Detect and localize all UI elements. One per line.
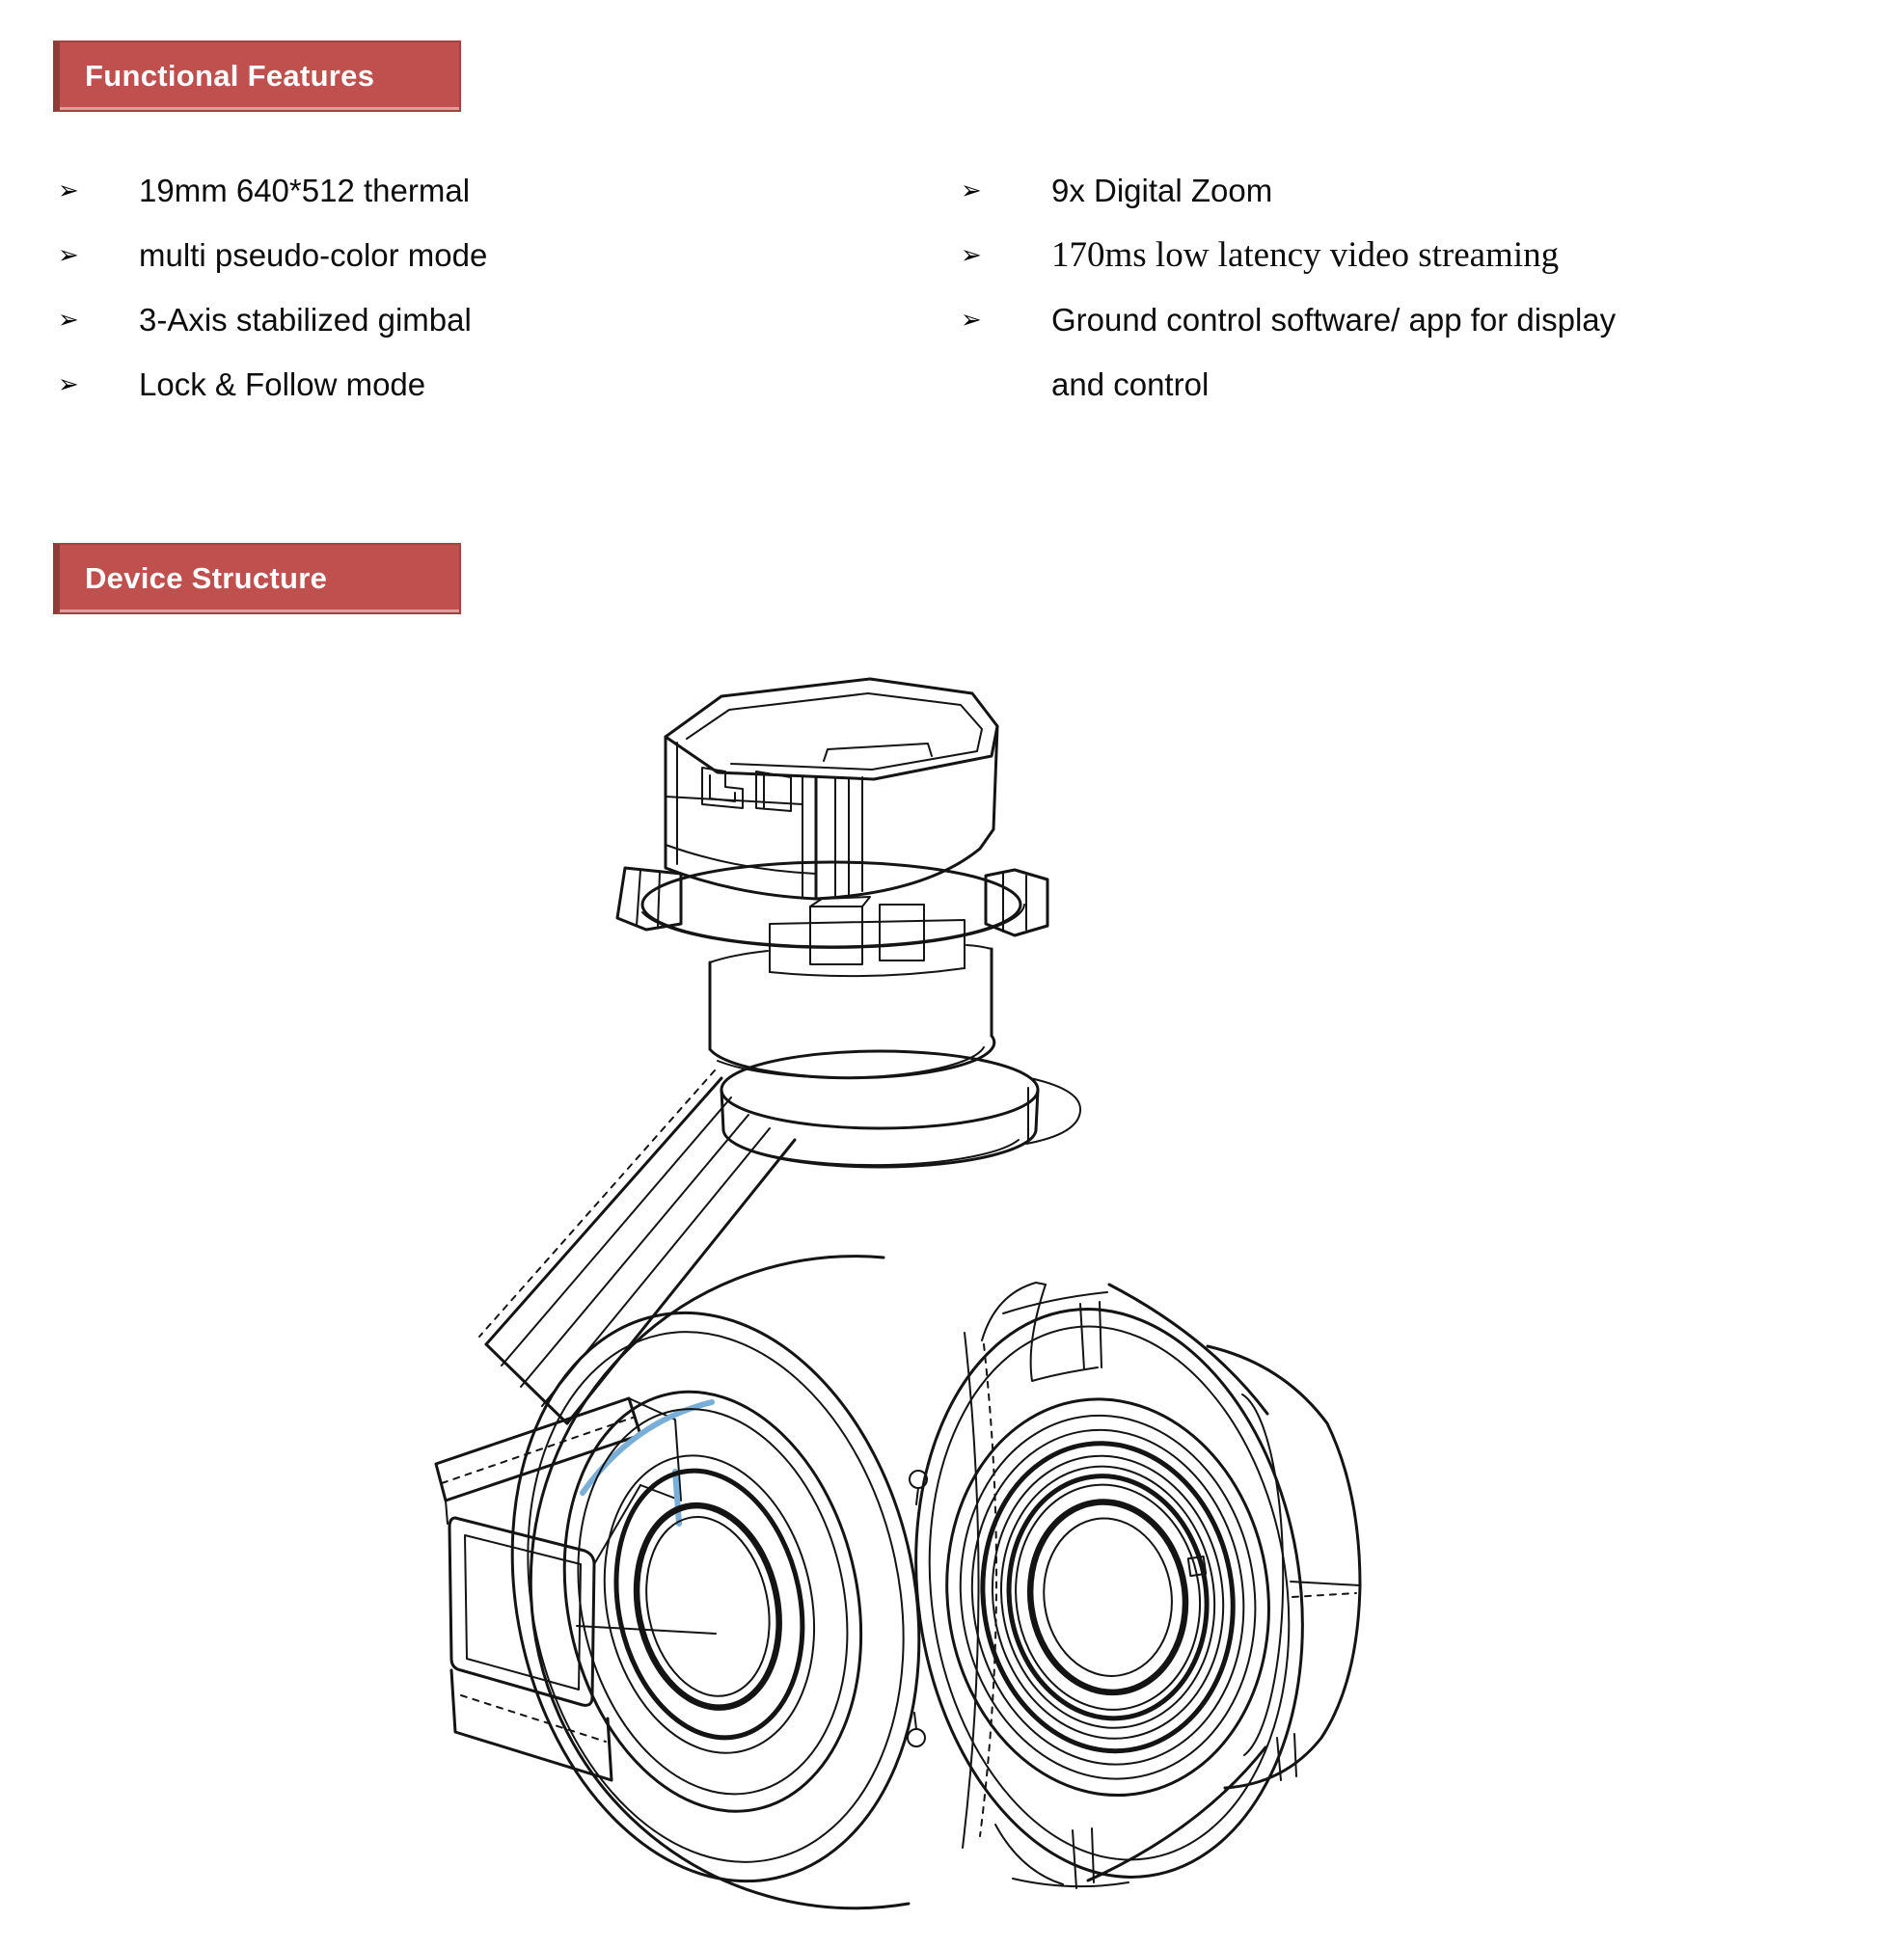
arrow-bullet-icon: ➢ [961, 305, 982, 334]
arrow-bullet-icon: ➢ [58, 240, 79, 269]
arrow-bullet-icon: ➢ [961, 176, 982, 204]
roll-motor-disc [721, 1051, 1080, 1167]
feature-text: 9x Digital Zoom [1051, 172, 1273, 208]
tilt-bracket [436, 1398, 712, 1780]
gimbal-arm [479, 1070, 795, 1423]
thermal-lens-rings [881, 1284, 1339, 1902]
feature-text: 19mm 640*512 thermal [139, 172, 471, 208]
ball-seam-line [577, 1626, 716, 1634]
feature-text: 170ms low latency video streaming [1051, 235, 1560, 275]
section-title: Device Structure [85, 561, 328, 595]
arrow-bullet-icon: ➢ [58, 369, 79, 398]
mount-flange [617, 862, 1047, 976]
arrow-bullet-icon: ➢ [58, 176, 79, 204]
feature-text: Ground control software/ app for display [1051, 301, 1617, 338]
feature-text: 3-Axis stabilized gimbal [139, 301, 472, 338]
arrow-bullet-icon: ➢ [58, 305, 79, 334]
feature-text: multi pseudo-color mode [139, 236, 488, 273]
section-title: Functional Features [85, 59, 375, 93]
feature-text: and control [1051, 365, 1210, 402]
top-mount-box [666, 679, 997, 899]
feature-text: Lock & Follow mode [139, 365, 426, 402]
arrow-bullet-icon: ➢ [961, 240, 982, 269]
tilt-motor-rings [462, 1275, 970, 1920]
